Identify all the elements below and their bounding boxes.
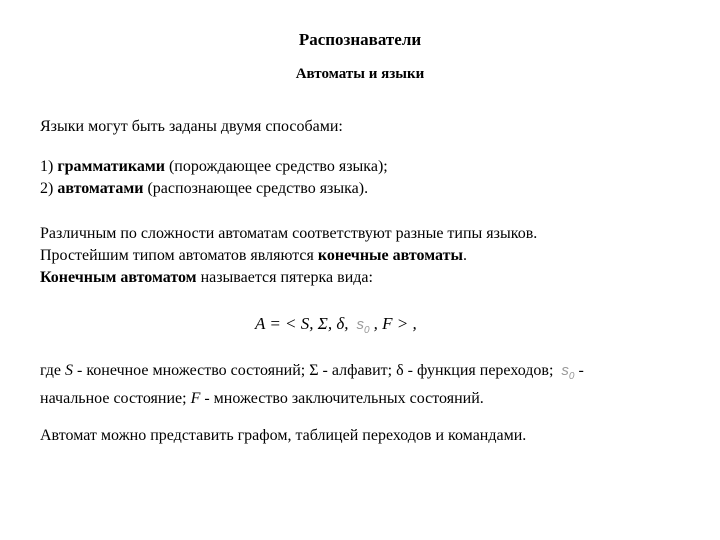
way-item-automata: 2) автоматами (распознающее средство языка). bbox=[40, 180, 369, 197]
formula-s0: $s_0$ bbox=[356, 316, 370, 336]
paragraph-line: Различным по сложности автоматам соответствуют разные типы языков. bbox=[40, 225, 538, 242]
definition-paragraph bbox=[40, 223, 664, 289]
way-item-grammar: 1) грамматиками (порождающее средство языка); bbox=[40, 158, 388, 175]
definitions-paragraph bbox=[40, 360, 664, 410]
way-term: автоматами bbox=[57, 180, 144, 197]
formula-lhs: A = < S, Σ, δ, bbox=[255, 314, 349, 333]
definitions-line: где S - конечное множество состояний; Σ - алфавит; δ - функция переходов; $s_0$ - bbox=[40, 362, 584, 382]
closing-text: Автомат можно представить графом, таблицей переходов и командами. bbox=[40, 427, 527, 444]
term-finite-automaton: Конечным автоматом bbox=[40, 269, 197, 286]
way-term: грамматиками bbox=[57, 158, 165, 175]
formula-rhs: , F > , bbox=[373, 314, 417, 333]
slide-title: Распознаватели bbox=[298, 30, 422, 49]
slide-subtitle: Автоматы и языки bbox=[295, 66, 425, 82]
paragraph-line: Конечным автоматом называется пятерка вида: bbox=[40, 269, 373, 286]
ways-list bbox=[40, 156, 664, 200]
definitions-s0: $s_0$ bbox=[561, 362, 575, 382]
term-finite-automata: конечные автоматы bbox=[317, 247, 463, 264]
definitions-line: начальное состояние; F - множество заключительных состояний. bbox=[40, 390, 484, 407]
automaton-formula bbox=[255, 313, 417, 342]
paragraph-line: Простейшим типом автоматов являются конечные автоматы. bbox=[40, 247, 467, 264]
intro-text: Языки могут быть заданы двумя способами: bbox=[40, 118, 343, 135]
